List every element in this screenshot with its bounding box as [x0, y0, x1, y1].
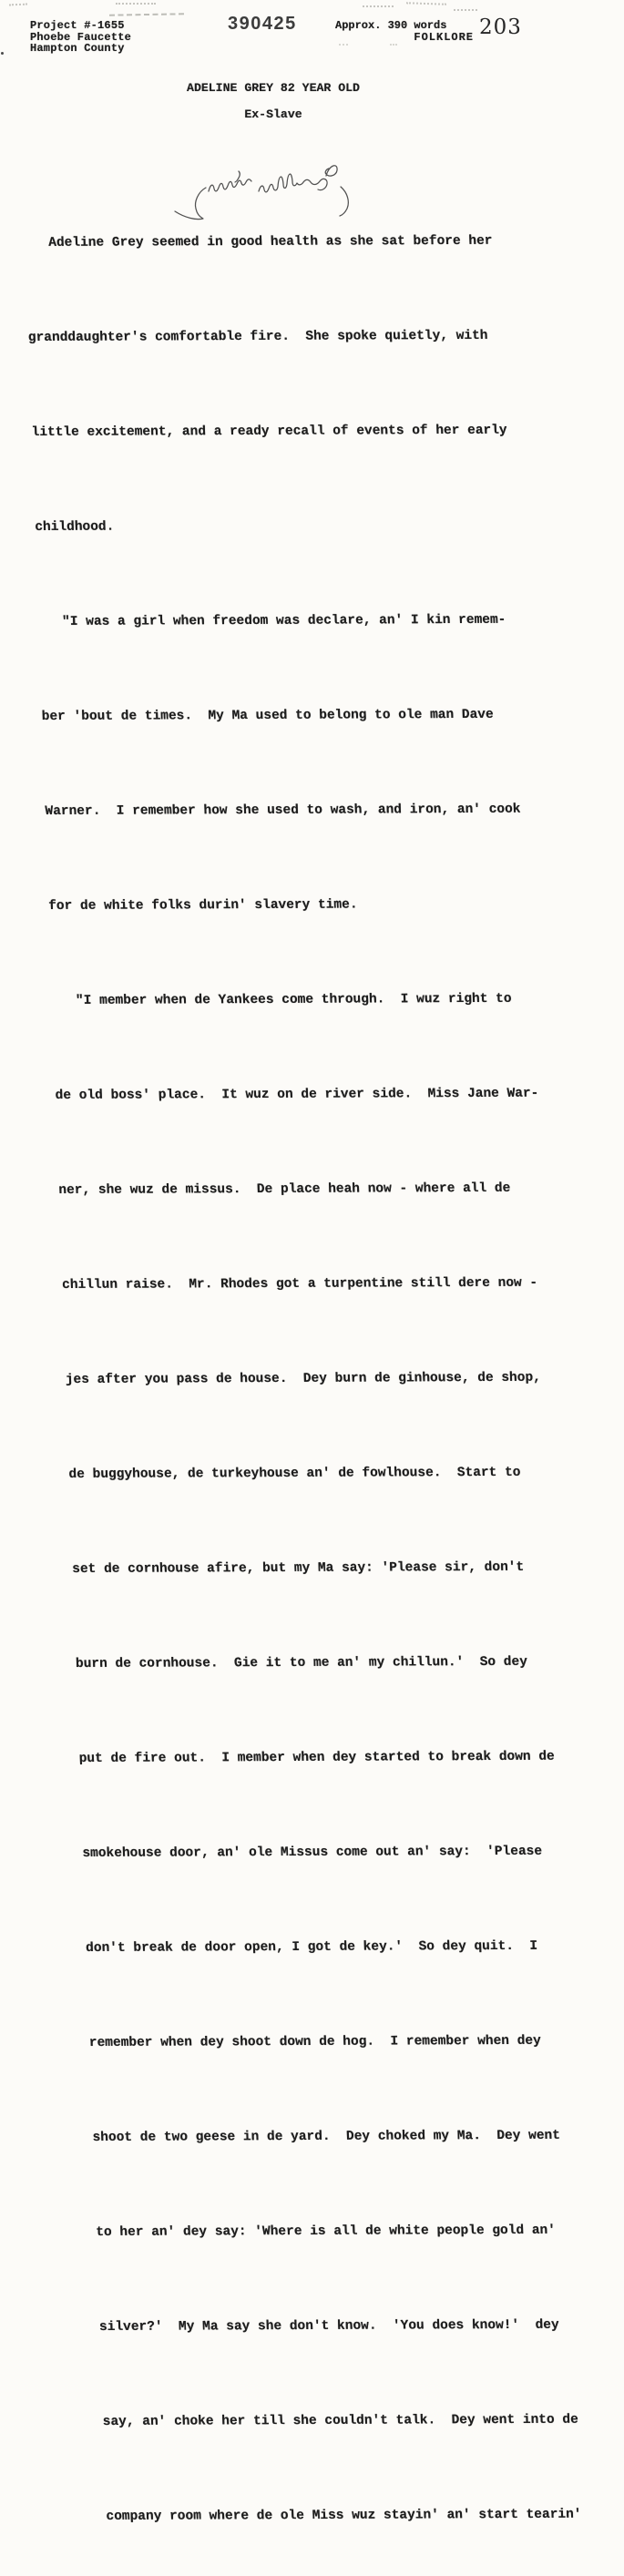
typed-line: put de fire out. I member when dey started to break down de: [78, 1749, 556, 1766]
typed-line: smokehouse door, an' ole Missus come out an' say: 'Please: [82, 1844, 543, 1861]
smudge-mark: [116, 3, 156, 5]
typed-line: de buggyhouse, de turkeyhouse an' de fowlhouse. Start to: [68, 1465, 521, 1482]
typed-line: "I member when de Yankees come through. I wuz right to: [51, 991, 512, 1008]
typed-line: company room where de ole Miss wuz stayin' an' start tearin': [106, 2507, 582, 2524]
word-count-block: [335, 20, 474, 43]
smudge-mark: [390, 44, 397, 46]
typed-line: childhood.: [35, 519, 115, 535]
typed-line: chillun raise. Mr. Rhodes got a turpentine still dere now -: [61, 1275, 538, 1293]
typed-line: for de white folks durin' slavery time.: [47, 897, 358, 914]
typed-line: ber 'bout de times. My Ma used to belong to ole man Dave: [41, 707, 494, 724]
typed-line: burn de cornhouse. Gie it to me an' my chillun.' So dey: [75, 1654, 528, 1671]
typed-line: Warner. I remember how she used to wash, and iron, an' cook: [45, 802, 521, 819]
typed-line: to her an' dey say: 'Where is all de white people gold an': [96, 2223, 557, 2240]
smudge-mark: [109, 13, 184, 15]
smudge-mark: [339, 44, 348, 46]
project-number: Project #-1655: [30, 19, 125, 32]
typed-line: don't break de door open, I got de key.' So dey quit. I: [85, 1938, 538, 1956]
word-count: Approx. 390 words: [335, 19, 447, 32]
document-subtitle: Ex-Slave: [244, 107, 302, 121]
smudge-mark: [363, 5, 394, 7]
title-block: [0, 82, 547, 120]
author-name: Phoebe Faucette: [30, 30, 132, 44]
page-number: 203: [479, 15, 522, 39]
smudge-mark: [454, 9, 477, 11]
typed-line: ner, she wuz de missus. De place heah now - where all de: [58, 1181, 511, 1198]
category-label: FOLKLORE: [414, 30, 474, 44]
project-id-block: [30, 20, 131, 55]
typed-line: little excitement, and a ready recall of events of her early: [31, 423, 507, 440]
typed-line: say, an' choke her till she couldn't talk. Dey went into de: [102, 2412, 579, 2429]
typed-line: silver?' My Ma say she don't know. 'You does know!' dey: [98, 2317, 559, 2335]
typed-line: jes after you pass de house. Dey burn de ginhouse, de shop,: [65, 1370, 542, 1387]
typed-line: granddaughter's comfortable fire. She spoke quietly, with: [27, 328, 488, 345]
document-title: ADELINE GREY 82 YEAR OLD: [187, 81, 360, 95]
typed-line: shoot de two geese in de yard. Dey choked my Ma. Dey went: [92, 2128, 561, 2145]
county-name: Hampton County: [30, 42, 125, 55]
ink-speck: [1, 52, 4, 55]
typed-line: de old boss' place. It wuz on de river side. Miss Jane War-: [55, 1086, 539, 1103]
typed-line: Adeline Grey seemed in good health as she sat before her: [24, 233, 493, 250]
smudge-mark: [406, 2, 446, 5]
smudge-mark: [9, 4, 27, 6]
typed-line: remember when dey shoot down de hog. I remember when dey: [88, 2033, 542, 2050]
accession-number-stamp: 390425: [228, 14, 297, 34]
document-body: [21, 135, 624, 2576]
typed-line: set de cornhouse afire, but my Ma say: 'Please sir, don't: [72, 1559, 525, 1577]
typed-line: "I was a girl when freedom was declare, an' I kin remem-: [37, 612, 506, 629]
